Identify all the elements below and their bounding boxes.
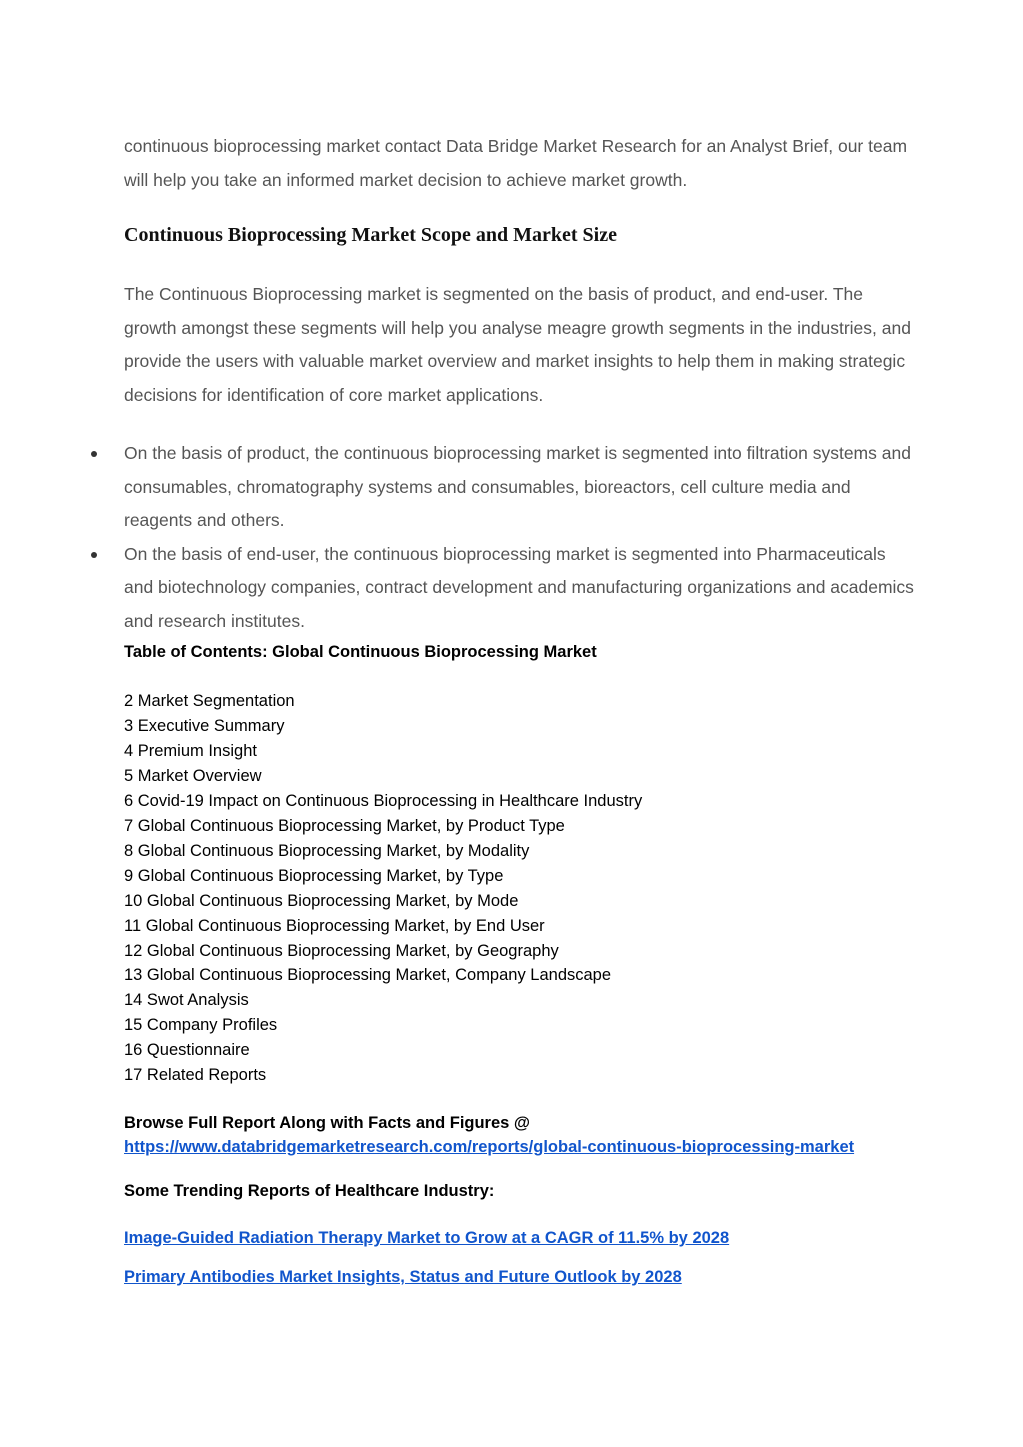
bullet-icon: [91, 451, 97, 457]
toc-item: 3 Executive Summary: [124, 716, 285, 735]
intro-paragraph: continuous bioprocessing market contact Data Bridge Market Research for an Analyst Brief, our team will help you take an informed market decision to achieve market growth.: [124, 136, 908, 190]
toc-list: [124, 689, 642, 1088]
toc-item: 2 Market Segmentation: [124, 692, 295, 710]
bullet-item-end-user: [124, 538, 914, 639]
toc-item: 9 Global Continuous Bioprocessing Market, by Type: [124, 866, 504, 885]
toc-item: 8 Global Continuous Bioprocessing Market, by Modality: [124, 841, 530, 860]
toc-item: 13 Global Continuous Bioprocessing Market, Company Landscape: [124, 966, 612, 985]
scope-paragraph: The Continuous Bioprocessing market is segmented on the basis of product, and end-user. The growth amongst these segments will help you analyse meagre growth segments in the industries, and provide the users with valuable market overview and market insights to help them in making strategic decisions for identification of core market applications.: [124, 284, 911, 405]
report-url-link[interactable]: https://www.databridgemarketresearch.com/reports/global-continuous-bioprocessing-market: [124, 1137, 855, 1156]
toc-item: 17 Related Reports: [124, 1066, 267, 1085]
bullet-text: On the basis of product, the continuous bioprocessing market is segmented into filtration systems and consumables, chromatography systems and consumables, bioreactors, cell culture media and reagents and others.: [124, 443, 911, 530]
toc-item: 12 Global Continuous Bioprocessing Market, by Geography: [124, 941, 559, 960]
trending-report-item: [124, 1229, 729, 1248]
toc-item: 15 Company Profiles: [124, 1016, 278, 1035]
trending-report-item: [124, 1268, 682, 1287]
toc-item: 5 Market Overview: [124, 766, 262, 785]
browse-report-block: [124, 1112, 854, 1159]
toc-item: 16 Questionnaire: [124, 1041, 250, 1060]
toc-item: 6 Covid-19 Impact on Continuous Bioprocessing in Healthcare Industry: [124, 791, 643, 810]
trending-reports-title: Some Trending Reports of Healthcare Industry:: [124, 1182, 495, 1200]
trending-report-link-primary-antibodies[interactable]: Primary Antibodies Market Insights, Status and Future Outlook by 2028: [124, 1268, 682, 1286]
toc-item: 4 Premium Insight: [124, 741, 257, 760]
bullet-item-product: [124, 437, 914, 538]
toc-item: 7 Global Continuous Bioprocessing Market, by Product Type: [124, 816, 565, 835]
bullet-text: On the basis of end-user, the continuous bioprocessing market is segmented into Pharmaceuticals and biotechnology companies, contract development and manufacturing organizations and academics and research institutes.: [124, 543, 914, 631]
trending-report-link-radiation-therapy[interactable]: Image-Guided Radiation Therapy Market to Grow at a CAGR of 11.5% by 2028: [124, 1229, 730, 1247]
toc-item: 14 Swot Analysis: [124, 991, 249, 1010]
section-heading-scope: Continuous Bioprocessing Market Scope and Market Size: [124, 224, 617, 246]
toc-item: 10 Global Continuous Bioprocessing Market, by Mode: [124, 891, 519, 910]
toc-item: 11 Global Continuous Bioprocessing Market, by End User: [124, 916, 545, 935]
segmentation-bullet-list: [124, 437, 914, 638]
toc-title: Table of Contents: Global Continuous Bioprocessing Market: [124, 643, 597, 661]
browse-label: Browse Full Report Along with Facts and Figures @: [124, 1114, 531, 1132]
bullet-icon: [91, 552, 97, 558]
